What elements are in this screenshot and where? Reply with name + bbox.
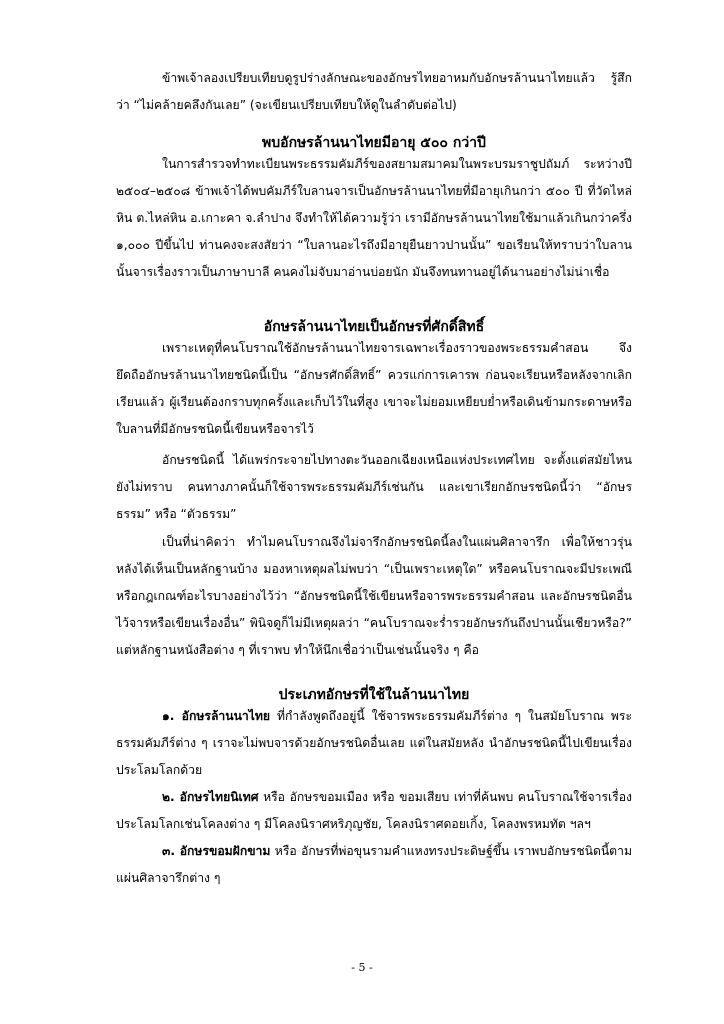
section2-paragraph-1 [116,335,632,443]
list-item-3-lead: ๓. อักษรขอมฝักขาม [162,844,271,858]
intro-paragraph [116,65,632,119]
section2-paragraph-3 [116,529,632,664]
section-heading-1: พบอักษรล้านนาไทยมีอายุ ๕๐๐ กว่าปี [262,135,486,151]
section-heading-2: อักษรล้านนาไทยเป็นอักษรที่ศักดิ์สิทธิ์ [263,319,485,335]
section2-paragraph-2-text: อักษรชนิดนี้ ได้แพร่กระจายไปทางตะวันออกเฉียงเหนือแห่งประเทศไทย จะตั้งแต่สมัยไหนยังไม่ทราบ คนทางภาคนั้นก็ใช้จารพระธรรมคัมภีร์เช่นกัน และเขาเรียกอักษรชนิดนี้ว่า “อักษรธรรม” หรือ “ตัวธรรม” [116,453,632,521]
list-item-2-text: หรือ อักษรขอมเมือง หรือ ขอมเสียบ เท่าที่ค้นพบ คนโบราณใช้จารเรื่องประโลมโลกเช่นโคลงต่าง ๆ มีโคลงนิราศหริภุญชัย, โคลงนิราศดอยเกิ้ง, โคลงพรหมทัต ฯลฯ [116,790,632,831]
section1-paragraph-1 [116,151,632,286]
list-item-1-lead: ๑. อักษรล้านนาไทย [162,709,271,723]
section2-paragraph-2 [116,447,632,528]
list-item-3 [116,838,632,892]
section2-paragraph-3-text: เป็นที่น่าคิดว่า ทำไมคนโบราณจึงไม่จารึกอักษรชนิดนี้ลงในแผ่นศิลาจารึก เพื่อให้ชาวรุ่นหลังได้เห็นเป็นหลักฐานบ้าง มองหาเหตุผลไม่พบว่า “เป็นเพราะเหตุใด” หรือคนโบราณจะมีประเพณีหรือกฎเกณฑ์อะไรบางอย่างไว้ว่า “อักษรชนิดนี้ใช้เขียนหรือจารพระธรรมคำสอน และอักษรชนิดอื่นไว้จารหรือเขียนเรื่องอื่น” พินิจดูก็ไม่มีเหตุผลว่า “คนโบราณจะร่ำรวยอักษรกันถึงปานนั้นเชียวหรือ?” แต่หลักฐานหนังสือต่าง ๆ ที่เราพบ ทำให้นึกเชื่อว่าเป็นเช่นนั้นจริง ๆ คือ [116,535,632,657]
section-heading-3: ประเภทอักษรที่ใช้ในล้านนาไทย [278,687,470,703]
list-item-2-lead: ๒. อักษรไทยนิเทศ [162,790,259,804]
section1-paragraph-1-text: ในการสำรวจทำทะเบียนพระธรรมคัมภีร์ของสยามสมาคมในพระบรมราชูปถัมภ์ ระหว่างปี ๒๕๐๔–๒๕๐๘ ข้าพเจ้าได้พบคัมภีร์ใบลานจารเป็นอักษรล้านนาไทยที่มีอายุเกินกว่า ๕๐๐ ปี ที่วัดไหล่หิน ต.ไหล่หิน อ.เกาะคา จ.ลำปาง จึงทำให้ได้ความรู้ว่า เรามีอักษรล้านนาไทยใช้มาแล้วเกินกว่าครึ่ง ๑,๐๐๐ ปีขึ้นไป ท่านคงจะสงสัยว่า “ใบลานอะไรถึงมีอายุยืนยาวปานนั้น” ขอเรียนให้ทราบว่าใบลานนั้นจารเรื่องราวเป็นภาษาบาลี คนคงไม่จับมาอ่านบ่อยนัก มันจึงทนทานอยู่ได้นานอย่างไม่น่าเชื่อ [116,157,632,279]
page-number: - 5 - [351,961,373,974]
section2-paragraph-1-text: เพราะเหตุที่คนโบราณใช้อักษรล้านนาไทยจารเฉพาะเรื่องราวของพระธรรมคำสอน จึงยึดถืออักษรล้านนาไทยชนิดนี้เป็น “อักษรศักดิ์สิทธิ์” ควรแก่การเคารพ ก่อนจะเรียนหรือหลังจากเลิกเรียนแล้ว ผู้เรียนต้องกราบทุกครั้งและเก็บไว้ในที่สูง เขาจะไม่ยอมเหยียบย่ำหรือเดินข้ามกระดาษหรือใบลานที่มีอักษรชนิดนี้เขียนหรือจารไว้ [116,341,632,436]
intro-text: ข้าพเจ้าลองเปรียบเทียบดูรูปร่างลักษณะของอักษรไทยอาหมกับอักษรล้านนาไทยแล้ว รู้สึกว่า “ไม่คล้ายคลึงกันเลย” (จะเขียนเปรียบเทียบให้ดูในลำดับต่อไป) [116,71,632,112]
list-item-1 [116,703,632,784]
list-item-3-text: หรือ อักษรที่พ่อขุนรามคำแหงทรงประดิษฐ์ขึ้น เราพบอักษรชนิดนี้ตามแผ่นศิลาจารึกต่าง ๆ [116,844,632,885]
list-item-1-text: ที่กำลังพูดถึงอยู่นี้ ใช้จารพระธรรมคัมภีร์ต่าง ๆ ในสมัยโบราณ พระธรรมคัมภีร์ต่าง ๆ เราจะไม่พบจารด้วยอักษรชนิดอื่นเลย แต่ในสมัยหลัง นำอักษรชนิดนี้ไปเขียนเรื่องประโลมโลกด้วย [116,709,632,777]
list-item-2 [116,784,632,838]
